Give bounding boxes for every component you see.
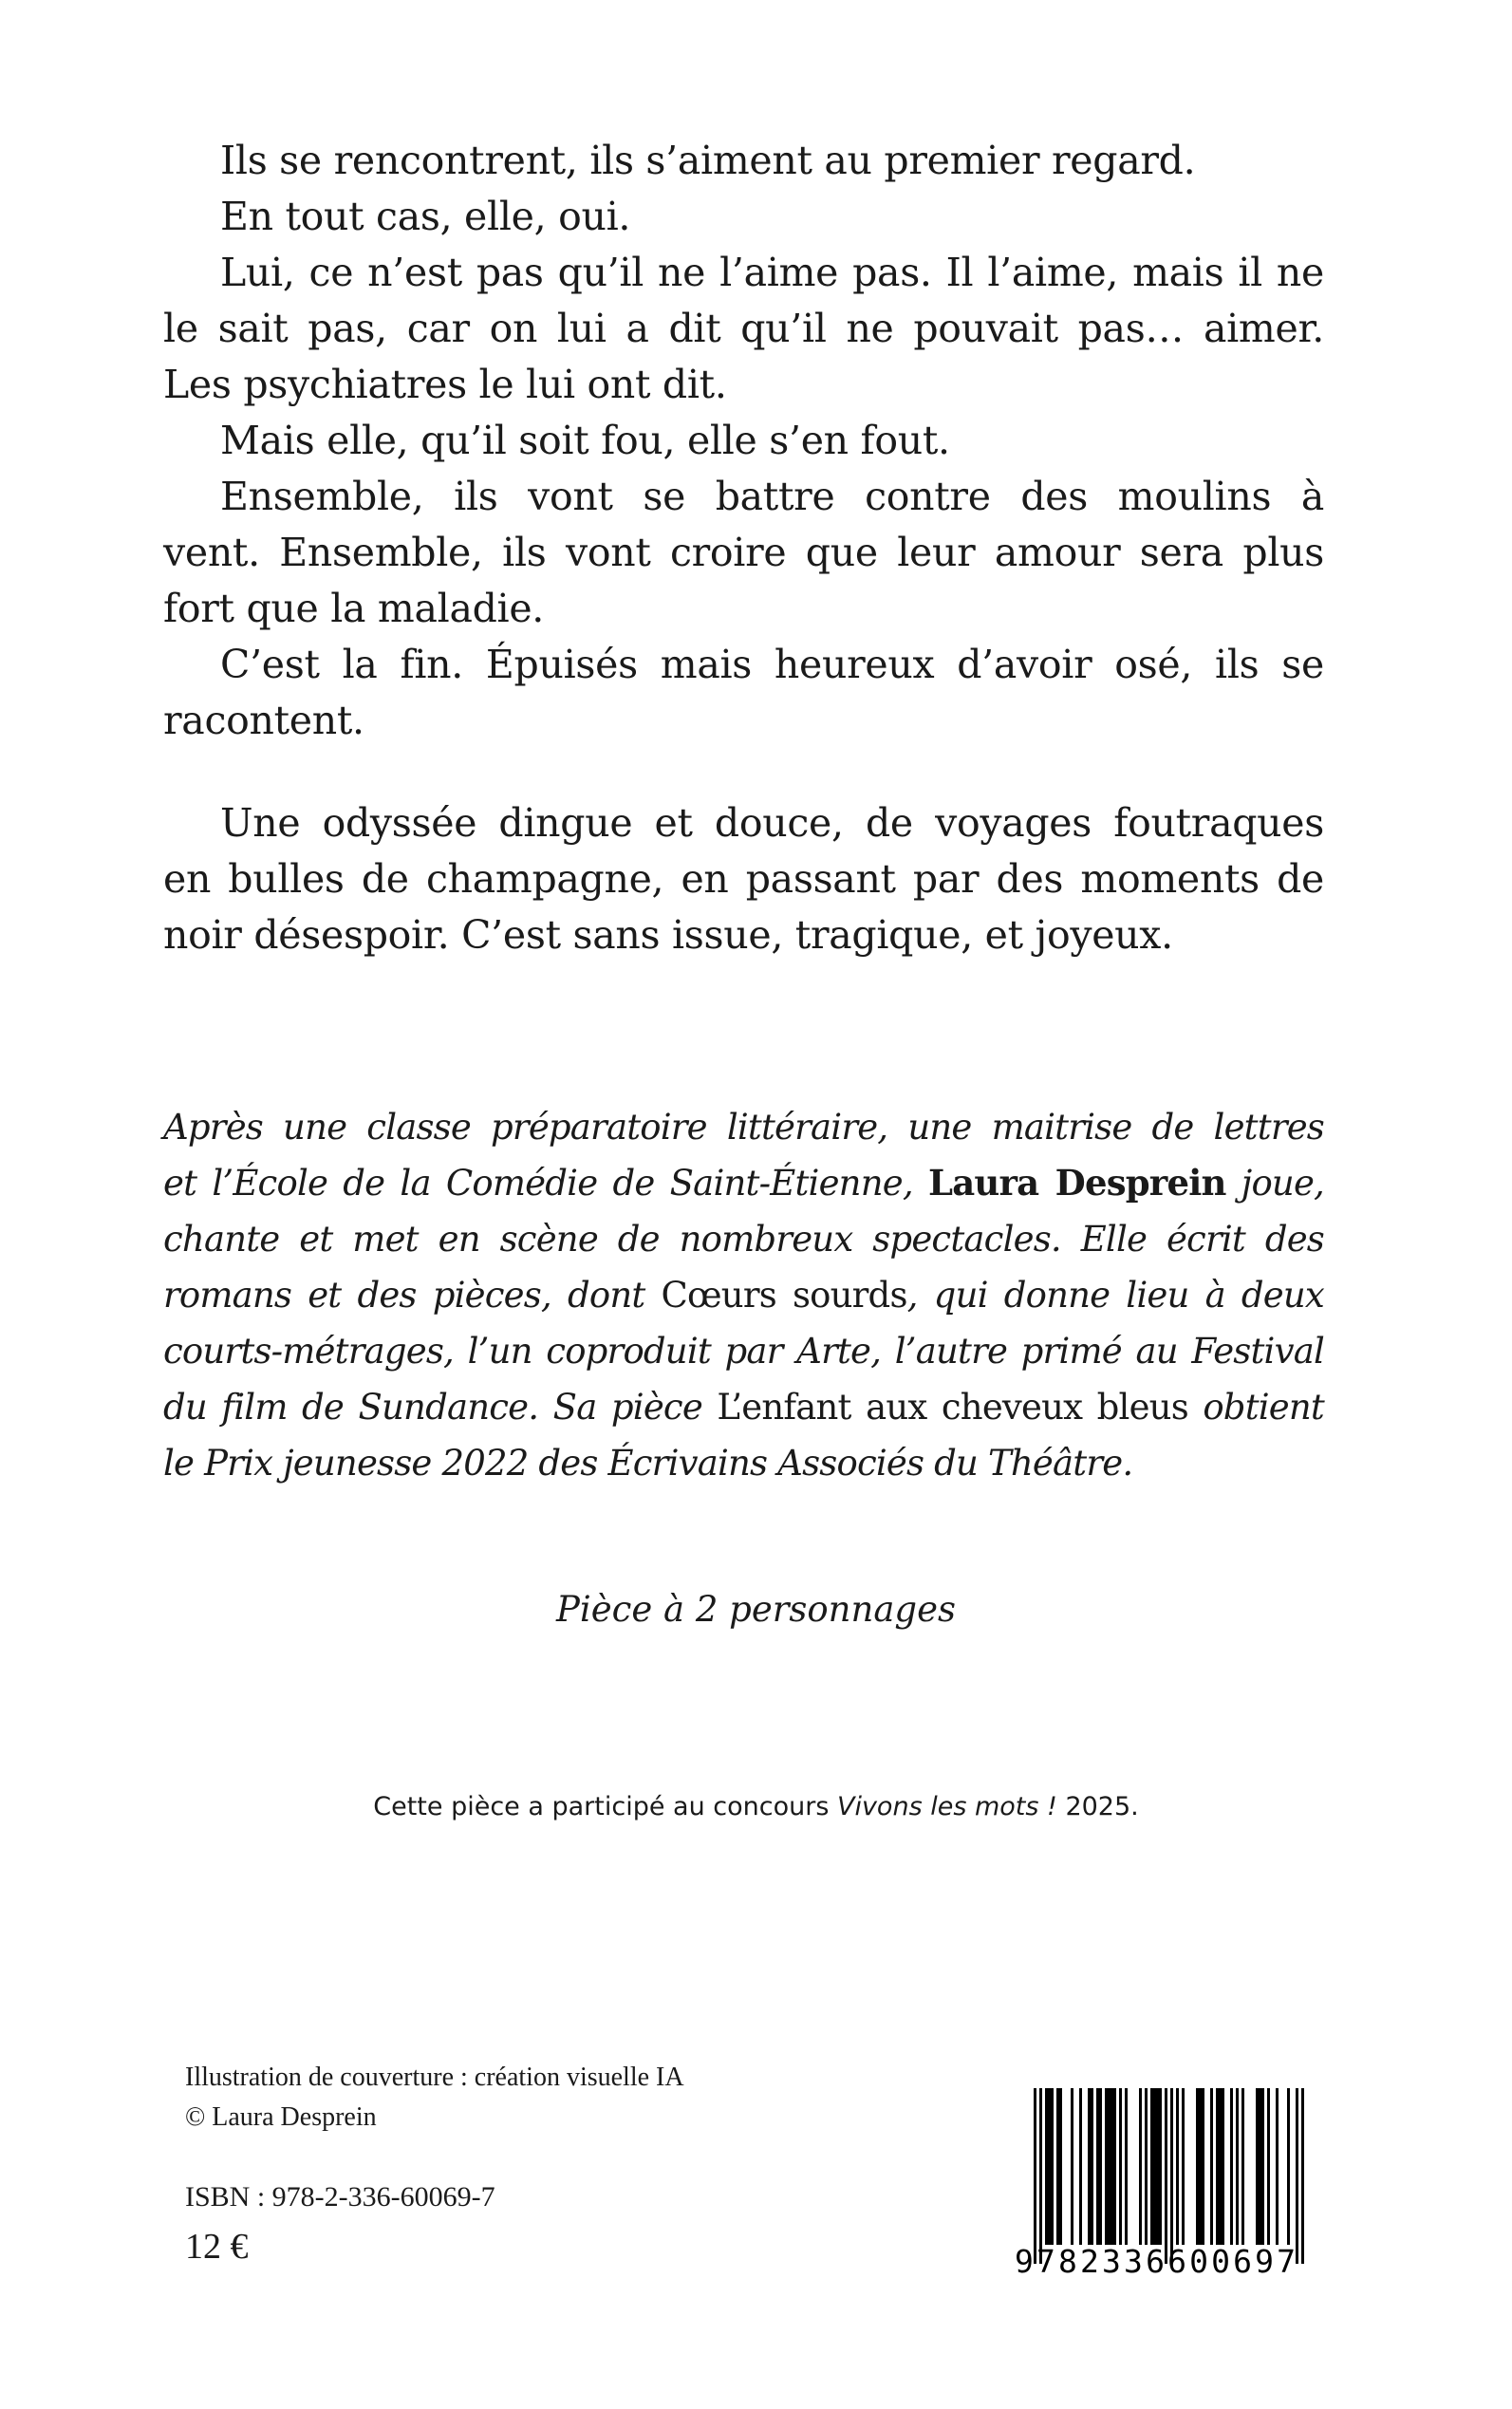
barcode-bar	[1202, 2088, 1204, 2245]
barcode-bar	[1145, 2088, 1148, 2245]
barcode-bar	[1182, 2088, 1185, 2245]
barcode-bar	[1091, 2088, 1093, 2245]
barcode-bar	[1196, 2088, 1199, 2245]
barcode-bar	[1125, 2088, 1128, 2245]
text-line: Lui, ce n’est pas qu’il ne l’aime pas. Il l’aime, mais il ne	[220, 250, 1324, 295]
price: 12 €	[185, 2227, 249, 2267]
barcode-bar	[1261, 2088, 1264, 2245]
barcode-bar	[1222, 2088, 1224, 2245]
text-line: noir désespoir. C’est sans issue, tragique, et joyeux.	[163, 912, 1173, 958]
work-title: Cœurs sourds	[661, 1275, 907, 1316]
text-line	[163, 1267, 1324, 1323]
summary-paragraph-1	[163, 133, 1324, 749]
barcode-bar	[1259, 2088, 1261, 2245]
text: obtient	[1187, 1387, 1324, 1428]
text-line: fort que la maladie.	[163, 586, 545, 631]
barcode-bar	[1301, 2088, 1304, 2264]
text-line: Ils se rencontrent, ils s’aiment au premier regard.	[220, 138, 1196, 183]
barcode-bar	[1296, 2088, 1298, 2264]
text-line: vent. Ensemble, ils vont croire que leur amour sera plus	[163, 530, 1324, 575]
text-line: le sait pas, car on lui a dit qu’il ne pouvait pas… aimer.	[163, 306, 1324, 351]
barcode-bar	[1071, 2088, 1073, 2245]
barcode-bar	[1139, 2088, 1142, 2245]
copyright: © Laura Desprein	[185, 2102, 377, 2132]
barcode-bar	[1170, 2088, 1173, 2264]
text-line: Une odyssée dingue et douce, de voyages foutraques	[220, 800, 1324, 846]
barcode-bar	[1256, 2088, 1259, 2245]
barcode-bar	[1236, 2088, 1239, 2245]
barcode-bar	[1056, 2088, 1059, 2245]
barcode-bar	[1165, 2088, 1167, 2264]
barcode-bar	[1048, 2088, 1051, 2245]
text-line: C’est la fin. Épuisés mais heureux d’avoir osé, ils se	[220, 642, 1324, 687]
barcode-bar	[1111, 2088, 1113, 2245]
barcode-bar	[1219, 2088, 1222, 2245]
barcode-bar	[1045, 2088, 1048, 2245]
contest-name: Vivons les mots !	[836, 1792, 1057, 1821]
text-line: le Prix jeunesse 2022 des Écrivains Associés du Théâtre.	[163, 1443, 1133, 1484]
barcode-bar	[1088, 2088, 1091, 2245]
contest-note	[0, 1792, 1512, 1821]
barcode-bar	[1099, 2088, 1102, 2245]
barcode-bar	[1287, 2088, 1290, 2245]
text-line: En tout cas, elle, oui.	[220, 194, 631, 239]
text: du film de Sundance. Sa pièce	[163, 1387, 718, 1428]
barcode-bar	[1096, 2088, 1099, 2245]
barcode-bar	[1150, 2088, 1153, 2245]
text: 2025.	[1056, 1792, 1139, 1821]
text-line: Mais elle, qu’il soit fou, elle s’en fout.	[220, 418, 950, 463]
text: et l’École de la Comédie de Saint-Étienne,	[163, 1163, 928, 1204]
text: romans et des pièces, dont	[163, 1275, 662, 1316]
barcode-bar	[1113, 2088, 1116, 2245]
barcode-bar	[1156, 2088, 1159, 2245]
author-bio	[163, 1099, 1324, 1491]
text: , qui donne lieu à deux	[906, 1275, 1324, 1316]
barcode-bar	[1079, 2088, 1082, 2245]
barcode-bar	[1059, 2088, 1062, 2245]
work-title: L’enfant aux cheveux bleus	[717, 1387, 1188, 1428]
barcode-bar	[1210, 2088, 1213, 2245]
author-name: Laura Desprein	[928, 1162, 1226, 1204]
barcode-bar	[1039, 2088, 1042, 2264]
barcode-bar	[1105, 2088, 1108, 2245]
text-line: chante et met en scène de nombreux spectacles. Elle écrit des	[163, 1219, 1324, 1260]
summary-paragraph-2	[163, 795, 1324, 963]
barcode-bar	[1119, 2088, 1122, 2245]
barcode-bar	[1159, 2088, 1162, 2245]
text-line	[163, 1379, 1324, 1435]
text: joue,	[1225, 1163, 1325, 1204]
barcode-bar	[1034, 2088, 1036, 2264]
barcode-bar	[1199, 2088, 1202, 2245]
text-line: courts-métrages, l’un coproduit par Arte, l’autre primé au Festival	[163, 1331, 1324, 1372]
illustration-credit: Illustration de couverture : création visuelle IA	[185, 2063, 684, 2092]
characters-count: Pièce à 2 personnages	[556, 1589, 956, 1630]
text-line: Ensemble, ils vont se battre contre des moulins à	[220, 474, 1324, 519]
barcode-bar	[1051, 2088, 1054, 2245]
text: Cette pièce a participé au concours	[373, 1792, 837, 1821]
text-line: en bulles de champagne, en passant par des moments de	[163, 856, 1324, 902]
isbn: ISBN : 978-2-336-60069-7	[185, 2181, 495, 2213]
text-line: racontent.	[163, 698, 364, 743]
barcode-bar	[1276, 2088, 1279, 2245]
barcode-bar	[1216, 2088, 1219, 2245]
barcode-bar	[1241, 2088, 1244, 2245]
text-line: Les psychiatres le lui ont dit.	[163, 362, 727, 407]
barcode-bar	[1230, 2088, 1233, 2245]
text-line	[163, 1155, 1324, 1211]
barcode-bar	[1108, 2088, 1111, 2245]
isbn-barcode	[1013, 2088, 1316, 2278]
barcode-bar	[1176, 2088, 1179, 2245]
text-line: Après une classe préparatoire littéraire, une maitrise de lettres	[163, 1107, 1324, 1148]
barcode-digits: 9782336600697	[1015, 2243, 1296, 2278]
barcode-bar	[1267, 2088, 1270, 2245]
barcode-bar	[1153, 2088, 1156, 2245]
